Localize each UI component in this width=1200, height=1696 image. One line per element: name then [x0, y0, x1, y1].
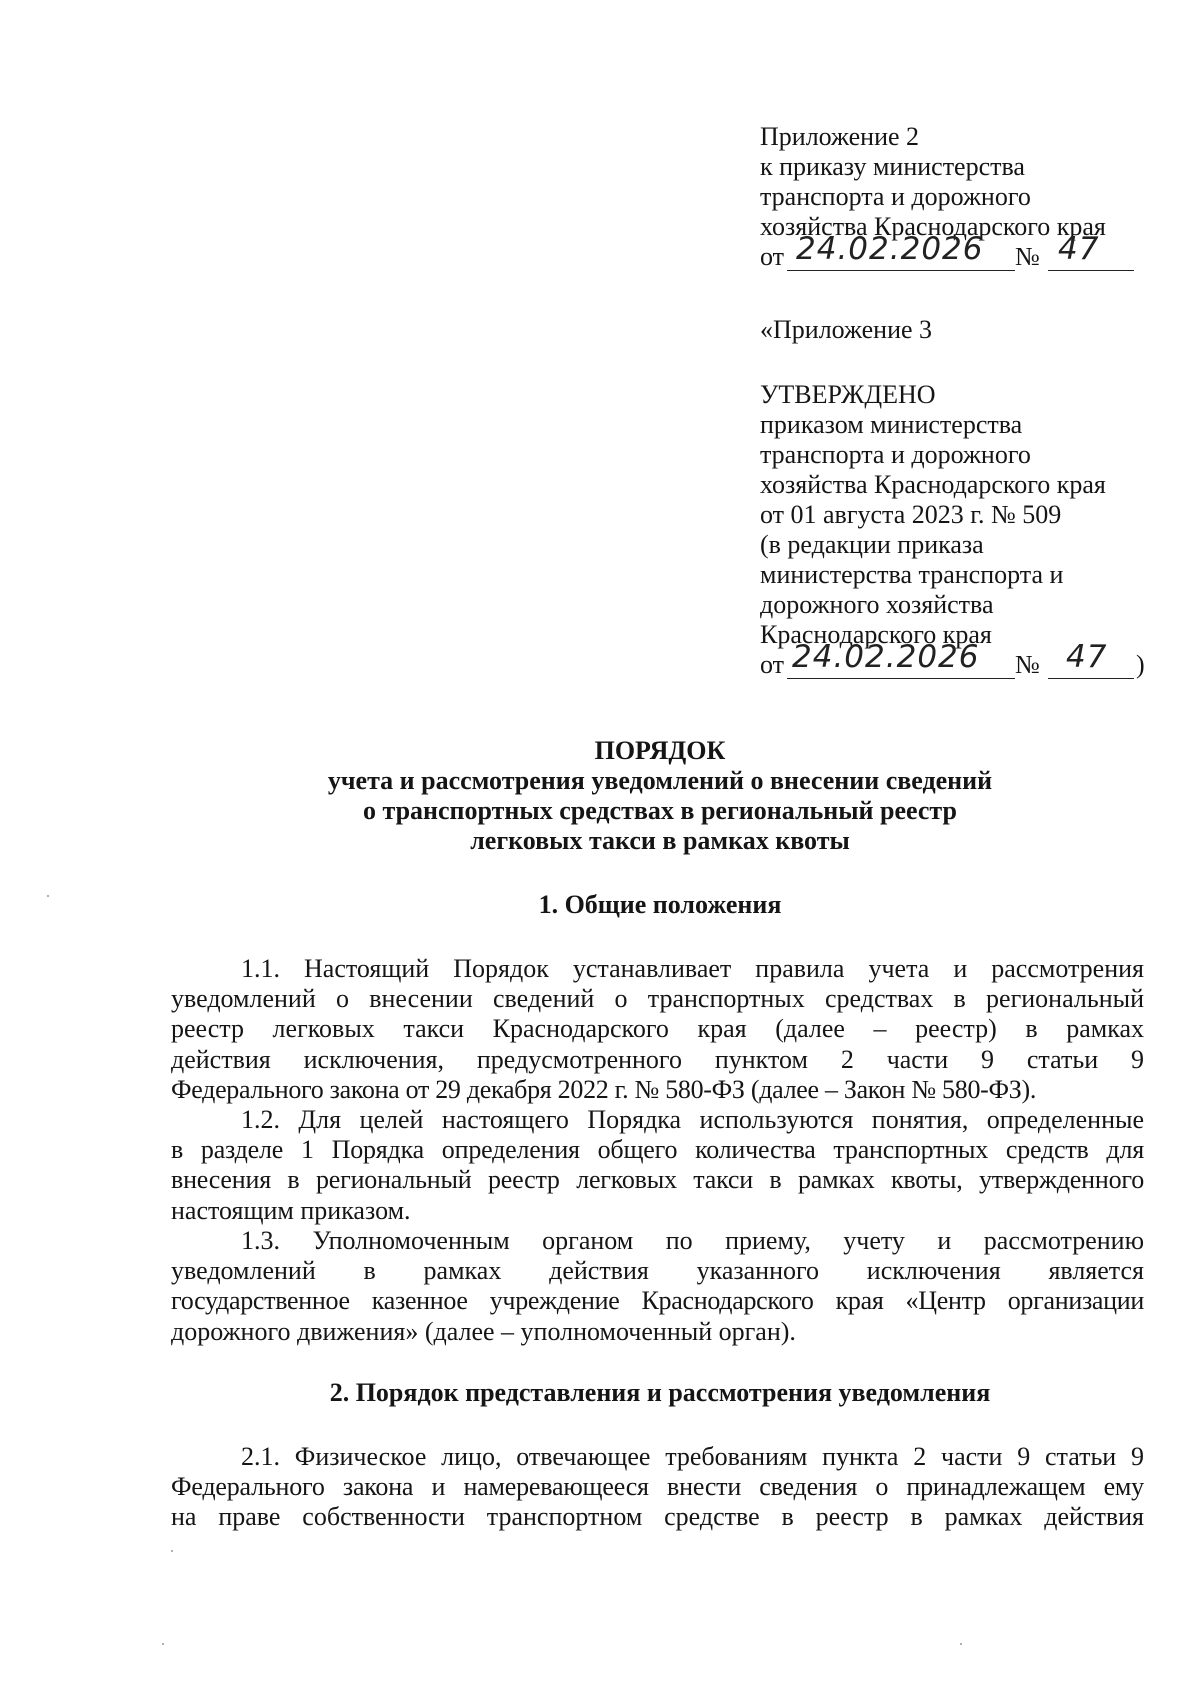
number-label: №: [1015, 242, 1040, 271]
scan-speck: [171, 1550, 173, 1552]
paragraph-line: 2.1. Физическое лицо, отвечающее требованиям пункта 2 части 9 статьи 9: [241, 1442, 1144, 1471]
approved-line: приказом министерства: [760, 410, 1023, 439]
approved-line: хозяйства Краснодарского края: [760, 470, 1106, 499]
document-subtitle-line: о транспортных средствах в региональный реестр: [362, 796, 957, 825]
date-label: от: [760, 242, 785, 271]
scan-speck: [47, 895, 49, 897]
section-2-paragraph-1: [171, 1442, 1144, 1533]
paragraph-line: Федерального закона и намеревающееся внести сведения о принадлежащем ему: [171, 1472, 1144, 1502]
approved-heading: УТВЕРЖДЕНО: [760, 380, 936, 409]
number-label: №: [1015, 650, 1040, 679]
approved-date-number-line: [760, 639, 1160, 680]
approved-line: от 01 августа 2023 г. № 509: [760, 500, 1062, 529]
approved-line: Краснодарского края: [760, 620, 992, 649]
paragraph-line: действия исключения, предусмотренного пунктом 2 части 9 статьи 9: [171, 1044, 1144, 1074]
document-subtitle-line: легковых такси в рамках квоты: [470, 826, 850, 855]
approved-line: транспорта и дорожного: [760, 440, 1031, 469]
appendix-line: Приложение 2: [760, 122, 920, 151]
handwritten-number: 47: [1058, 231, 1100, 267]
section-1-paragraph-3: [171, 1226, 1144, 1347]
section-2-heading: 2. Порядок представления и рассмотрения уведомления: [329, 1378, 991, 1407]
paragraph-line: дорожного движения» (далее – уполномоченный орган).: [171, 1316, 796, 1346]
scan-speck: [162, 1643, 164, 1645]
handwritten-date: 24.02.2026: [796, 231, 984, 267]
paragraph-line: 1.2. Для целей настоящего Порядка используются понятия, определенные: [241, 1105, 1144, 1134]
appendix-line: хозяйства Краснодарского края: [760, 212, 1106, 241]
paragraph-line: реестр легковых такси Краснодарского края (далее – реестр) в рамках: [171, 1014, 1144, 1044]
approved-line: дорожного хозяйства: [760, 590, 994, 619]
section-1-paragraph-2: [171, 1105, 1144, 1226]
appendix-3-block: [760, 315, 1160, 345]
paragraph-line: уведомлений о внесении сведений о транспортных средствах в региональный: [171, 984, 1144, 1014]
approved-line: министерства транспорта и: [760, 560, 1064, 589]
handwritten-date: 24.02.2026: [792, 639, 980, 675]
document-subtitle-line: учета и рассмотрения уведомлений о внесении сведений: [327, 766, 993, 795]
paragraph-line: в разделе 1 Порядка определения общего количества транспортных средств для: [171, 1135, 1144, 1165]
handwritten-number: 47: [1066, 639, 1108, 675]
approved-block: [760, 380, 1160, 680]
approved-line: (в редакции приказа: [760, 530, 984, 559]
appendix-3-label: «Приложение 3: [760, 315, 933, 344]
section-1-heading: 1. Общие положения: [538, 890, 782, 919]
appendix-line: к приказу министерства: [760, 152, 1025, 181]
document-title: ПОРЯДОК: [594, 736, 726, 765]
date-label: от: [760, 650, 785, 679]
closing-parenthesis: ): [1136, 650, 1145, 679]
paragraph-line: Федерального закона от 29 декабря 2022 г. № 580-ФЗ (далее – Закон № 580-ФЗ).: [171, 1074, 1037, 1104]
paragraph-line: настоящим приказом.: [171, 1195, 411, 1225]
appendix-line: транспорта и дорожного: [760, 182, 1031, 211]
appendix-date-number-line: [760, 231, 1160, 272]
scan-speck: [960, 1643, 962, 1645]
appendix-2-block: [760, 122, 1160, 272]
paragraph-line: государственное казенное учреждение Краснодарского края «Центр организации: [171, 1286, 1144, 1316]
paragraph-line: внесения в региональный реестр легковых такси в рамках квоты, утвержденного: [171, 1165, 1144, 1195]
paragraph-line: 1.3. Уполномоченным органом по приему, учету и рассмотрению: [241, 1226, 1144, 1255]
paragraph-line: уведомлений в рамках действия указанного исключения является: [171, 1256, 1144, 1286]
section-1-paragraph-1: [171, 954, 1144, 1105]
paragraph-line: 1.1. Настоящий Порядок устанавливает правила учета и рассмотрения: [241, 954, 1144, 983]
paragraph-line: на праве собственности транспортном средстве в реестр в рамках действия: [171, 1502, 1144, 1532]
